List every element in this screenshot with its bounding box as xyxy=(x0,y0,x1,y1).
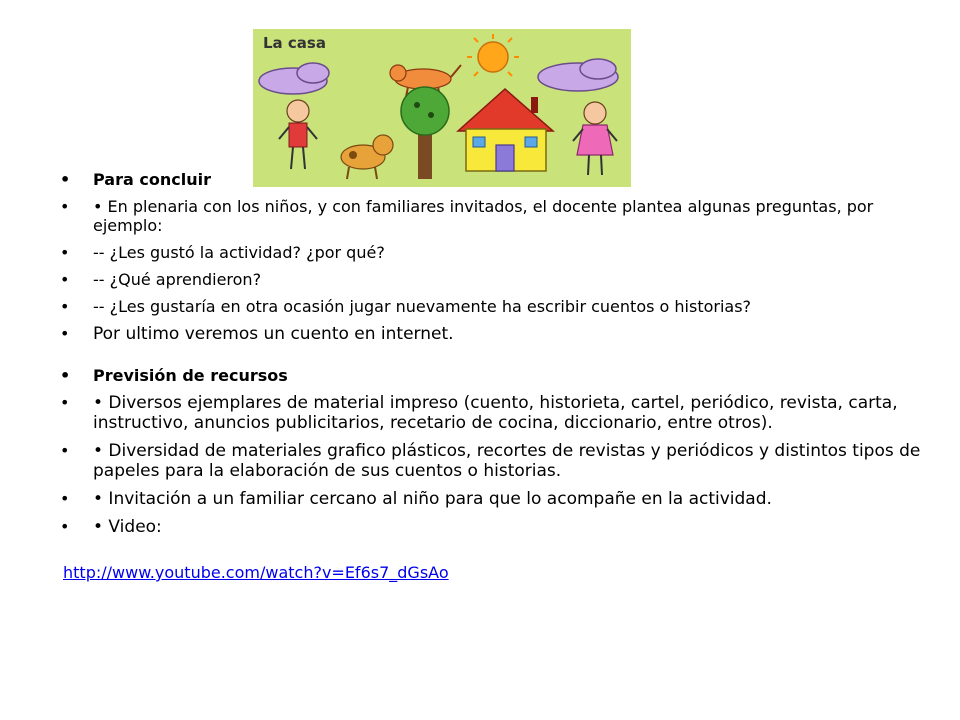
section-heading-para-concluir: Para concluir xyxy=(93,170,211,189)
list-item-text: -- ¿Qué aprendieron? xyxy=(93,270,262,289)
bullet-marker: • xyxy=(60,441,70,460)
list-item-text: • Invitación a un familiar cercano al niño para que lo acompañe en la actividad. xyxy=(93,489,772,509)
list-item xyxy=(60,393,930,433)
list-item xyxy=(60,366,930,385)
list-item xyxy=(60,170,930,189)
list-item xyxy=(60,517,930,537)
bullet-marker: • xyxy=(60,243,70,262)
video-link[interactable]: http://www.youtube.com/watch?v=Ef6s7_dGsAo xyxy=(63,563,449,582)
list-item xyxy=(60,197,930,235)
content-bullet-list xyxy=(60,170,930,545)
bullet-marker: • xyxy=(60,197,70,216)
list-item xyxy=(60,243,930,262)
list-item-text: -- ¿Les gustó la actividad? ¿por qué? xyxy=(93,243,385,262)
bullet-marker: • xyxy=(60,366,71,385)
list-item xyxy=(60,297,930,316)
bullet-marker: • xyxy=(60,393,70,412)
list-item-text: -- ¿Les gustaría en otra ocasión jugar nuevamente ha escribir cuentos o historias? xyxy=(93,297,752,316)
bullet-marker: • xyxy=(60,297,70,316)
bullet-marker: • xyxy=(60,489,70,508)
la-casa-illustration xyxy=(253,29,631,187)
bullet-marker: • xyxy=(60,517,70,536)
list-item xyxy=(60,270,930,289)
list-item xyxy=(60,489,930,509)
bullet-marker: • xyxy=(60,324,70,343)
list-item-text: • En plenaria con los niños, y con familiares invitados, el docente plantea algunas preguntas, por ejemplo: xyxy=(93,197,874,235)
list-item xyxy=(60,324,930,344)
list-item xyxy=(60,441,930,481)
list-item-text: Por ultimo veremos un cuento en internet. xyxy=(93,324,454,344)
list-item-text: • Diversidad de materiales grafico plásticos, recortes de revistas y periódicos y distintos tipos de papeles para la elaboración de sus cuentos o historias. xyxy=(93,441,921,481)
list-item-text: • Diversos ejemplares de material impreso (cuento, historieta, cartel, periódico, revista, carta, instructivo, anuncios publicitarios, recetario de cocina, diccionario, entre otros). xyxy=(93,393,898,433)
bullet-marker: • xyxy=(60,170,71,189)
drawing-svg xyxy=(253,29,631,187)
list-item-text: • Video: xyxy=(93,517,162,537)
section-heading-prevision-recursos: Previsión de recursos xyxy=(93,366,288,385)
bullet-marker: • xyxy=(60,270,70,289)
illustration-title: La casa xyxy=(263,34,326,52)
